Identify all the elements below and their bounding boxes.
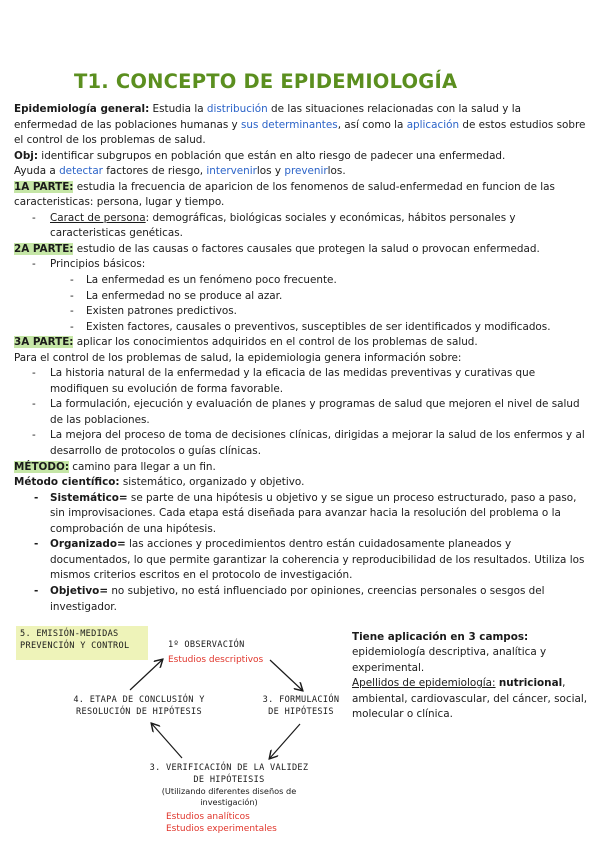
parte2-paragraph bbox=[14, 242, 586, 258]
step-3-line-2: DE HIPÓTESIS bbox=[268, 707, 334, 717]
parte3-lead: Para el control de los problemas de salud, la epidemiologia genera información sobre: bbox=[14, 351, 462, 364]
parte1-item-text: : demográficas, biológicas sociales y económicas, hábitos personales y caracteristicas genéticas. bbox=[50, 211, 516, 240]
main-text bbox=[14, 102, 586, 615]
keyword-prevenir: prevenir bbox=[284, 165, 328, 178]
principio-4: Existen factores, causales o preventivos, susceptibles de ser identificados y modificados. bbox=[86, 320, 551, 333]
obj-help-2: factores de riesgo, bbox=[102, 165, 207, 178]
step-5-line-1: 5. EMISIÓN-MEDIDAS bbox=[20, 629, 119, 639]
obj-help-4: los. bbox=[327, 165, 346, 178]
metodo-cientifico-label: Método científico: bbox=[14, 476, 120, 489]
verificacion-note-1: (Utilizando diferentes diseños de bbox=[161, 786, 297, 796]
parte1-label: 1A PARTE: bbox=[14, 180, 74, 193]
step-5-line-2: PREVENCIÓN Y CONTROL bbox=[20, 641, 130, 651]
keyword-detectar: detectar bbox=[59, 165, 103, 178]
metodo-cientifico bbox=[14, 475, 586, 491]
applications-heading: Tiene aplicación en 3 campos: bbox=[352, 631, 529, 643]
principios-label: Principios básicos: bbox=[50, 258, 146, 271]
intro-paragraph bbox=[14, 102, 586, 149]
step-5-emision bbox=[16, 626, 148, 660]
obj-help-line bbox=[14, 164, 586, 180]
applications-line: epidemiología descriptiva, analítica y experimental. bbox=[352, 646, 547, 674]
organizado-label: Organizado= bbox=[50, 538, 126, 551]
step-1-observacion bbox=[166, 639, 306, 666]
intro-text-2: de las situaciones relacionadas con la salud y la enfermedad de las poblaciones humanas y bbox=[14, 103, 521, 131]
verificacion-sub-1: Estudios analíticos bbox=[166, 812, 250, 822]
organizado-text: las acciones y procedimientos dentro están cuidadosamente planeados y documentados, lo que permite garantizar la coherencia y reproducibilidad de los resultados. Utiliza los mismos criterios escritos en el protocolo de investigación. bbox=[50, 538, 585, 582]
list-item: - Principios básicos: bbox=[32, 258, 146, 271]
keyword-intervenir: intervenir bbox=[206, 165, 257, 178]
verificacion-line-1: 3. VERIFICACIÓN DE LA VALIDEZ bbox=[149, 763, 309, 773]
intro-text-3: , así como la bbox=[337, 118, 407, 131]
applications-note bbox=[352, 630, 594, 722]
list-item: - Caract de persona: demográficas, biológicas sociales y económicas, hábitos personales y caracteristicas genéticas. bbox=[32, 211, 516, 240]
principio-3: Existen patrones predictivos. bbox=[86, 305, 237, 318]
parte2-text: estudio de las causas o factores causales que protegen la salud o provocan enfermedad. bbox=[73, 242, 540, 255]
parte1-item-label: Caract de persona bbox=[50, 211, 146, 224]
step-3-line-1: 3. FORMULACIÓN bbox=[262, 695, 340, 705]
intro-label: Epidemiología general: bbox=[14, 103, 150, 115]
step-4-conclusion bbox=[60, 694, 218, 718]
apellidos-line bbox=[352, 676, 594, 722]
metodo-paragraph bbox=[14, 460, 586, 476]
list-item: - La mejora del proceso de toma de decisiones clínicas, dirigidas a mejorar la salud de los enfermos y al desarrollo de protocolos o guías clínicas. bbox=[32, 429, 585, 458]
step-1-label: 1º OBSERVACIÓN bbox=[168, 640, 245, 650]
list-item: - Existen factores, causales o preventivos, susceptibles de ser identificados y modificados. bbox=[70, 320, 551, 333]
arrow-conclusion-to-observacion bbox=[130, 660, 162, 690]
sistematico-label: Sistemático= bbox=[50, 491, 128, 504]
keyword-distribucion: distribución bbox=[206, 103, 268, 115]
obj-help-1: Ayuda a bbox=[14, 165, 60, 178]
keyword-aplicacion: aplicación bbox=[406, 118, 460, 131]
metodo-text: camino para llegar a un fin. bbox=[68, 460, 216, 473]
list-item: - La formulación, ejecución y evaluación de planes y programas de salud que mejoren el nivel de salud de las poblaciones. bbox=[32, 398, 580, 426]
list-item: - La historia natural de la enfermedad y la eficacia de las medidas preventivas y curativas que modifiquen su evolución de forma favorable. bbox=[32, 367, 536, 395]
obj-help-3: los y bbox=[256, 165, 285, 178]
parte3-item-2: La formulación, ejecución y evaluación de planes y programas de salud que mejoren el nivel de salud de las poblaciones. bbox=[50, 398, 580, 426]
step-4-line-2: RESOLUCIÓN DE HIPÓTESIS bbox=[76, 707, 202, 717]
obj-paragraph bbox=[14, 149, 586, 165]
list-item: - Existen patrones predictivos. bbox=[70, 305, 237, 318]
list-item: - Objetivo= no subjetivo, no está influenciado por opiniones, creencias personales o sesgos del investigador. bbox=[34, 584, 545, 613]
principio-1: La enfermedad es un fenómeno poco frecuente. bbox=[86, 274, 337, 287]
parte3-item-1: La historia natural de la enfermedad y la eficacia de las medidas preventivas y curativas que modifiquen su evolución de forma favorable. bbox=[50, 367, 536, 395]
step-1-sub: Estudios descriptivos bbox=[168, 655, 264, 665]
parte2-label: 2A PARTE: bbox=[14, 242, 74, 255]
page-title: T1. CONCEPTO DE EPIDEMIOLOGÍA bbox=[74, 70, 458, 93]
metodo-cientifico-text: sistemático, organizado y objetivo. bbox=[119, 476, 305, 489]
intro-text-1: Estudia la bbox=[149, 103, 207, 115]
list-item: - La enfermedad es un fenómeno poco frecuente. bbox=[70, 274, 337, 287]
intro-text-4: de estos estudios sobre el control de los problemas de salud. bbox=[14, 118, 586, 147]
principio-2: La enfermedad no se produce al azar. bbox=[86, 289, 283, 302]
metodo-label: MÉTODO: bbox=[14, 460, 69, 473]
parte1-paragraph bbox=[14, 180, 586, 211]
verificacion-sub-2: Estudios experimentales bbox=[166, 824, 277, 834]
parte1-text: estudia la frecuencia de aparicion de los fenomenos de salud-enfermedad en funcion de las caracteristicas: persona, lugar y tiempo. bbox=[14, 180, 555, 209]
obj-label: Obj: bbox=[14, 149, 38, 162]
step-4-line-1: 4. ETAPA DE CONCLUSIÓN Y bbox=[73, 695, 205, 705]
parte3-label: 3A PARTE: bbox=[14, 336, 74, 349]
parte3-paragraph bbox=[14, 335, 586, 351]
parte3-text: aplicar los conocimientos adquiridos en el control de los problemas de salud. bbox=[73, 336, 478, 349]
parte3-item-3: La mejora del proceso de toma de decisiones clínicas, dirigidas a mejorar la salud de los enfermos y al desarrollo de protocolos o guías clínicas. bbox=[50, 429, 585, 458]
verificacion-note-2: investigación) bbox=[200, 797, 258, 807]
verificacion-line-2: DE HIPÓTEISIS bbox=[193, 775, 265, 785]
arrow-formulacion-to-verificacion bbox=[270, 724, 300, 758]
method-cycle-diagram bbox=[0, 620, 600, 848]
sistematico-text: se parte de una hipótesis u objetivo y se sigue un proceso estructurado, paso a paso, sin improvisaciones. Cada etapa está diseñada para avanzar hacia la resolución del problema o la comprobación de una hipótesis. bbox=[50, 491, 577, 535]
list-item: - Organizado= las acciones y procedimientos dentro están cuidadosamente planeados y documentados, lo que permite garantizar la coherencia y reproducibilidad de los resultados. Utiliza los mismos criterios escritos en el protocolo de investigación. bbox=[34, 538, 585, 582]
objetivo-text: no subjetivo, no está influenciado por opiniones, creencias personales o sesgos del investigador. bbox=[50, 584, 545, 613]
keyword-determinantes: sus determinantes bbox=[241, 118, 338, 131]
arrow-verificacion-to-conclusion bbox=[152, 724, 182, 758]
step-verificacion bbox=[134, 762, 324, 835]
obj-text: identificar subgrupos en población que están en alto riesgo de padecer una enfermedad. bbox=[38, 149, 506, 162]
apellidos-bold: nutricional bbox=[498, 677, 563, 690]
apellidos-text: , ambiental, cardiovascular, del cáncer, social, molecular o clínica. bbox=[352, 677, 588, 721]
list-item: - La enfermedad no se produce al azar. bbox=[70, 289, 283, 302]
step-3-formulacion bbox=[254, 694, 348, 718]
objetivo-label: Objetivo= bbox=[50, 584, 109, 597]
apellidos-label: Apellidos de epidemiología: bbox=[352, 677, 496, 690]
list-item: - Sistemático= se parte de una hipótesis u objetivo y se sigue un proceso estructurado, paso a paso, sin improvisaciones. Cada etapa está diseñada para avanzar hacia la resolución del problema o la comprobación de una hipótesis. bbox=[34, 491, 577, 535]
